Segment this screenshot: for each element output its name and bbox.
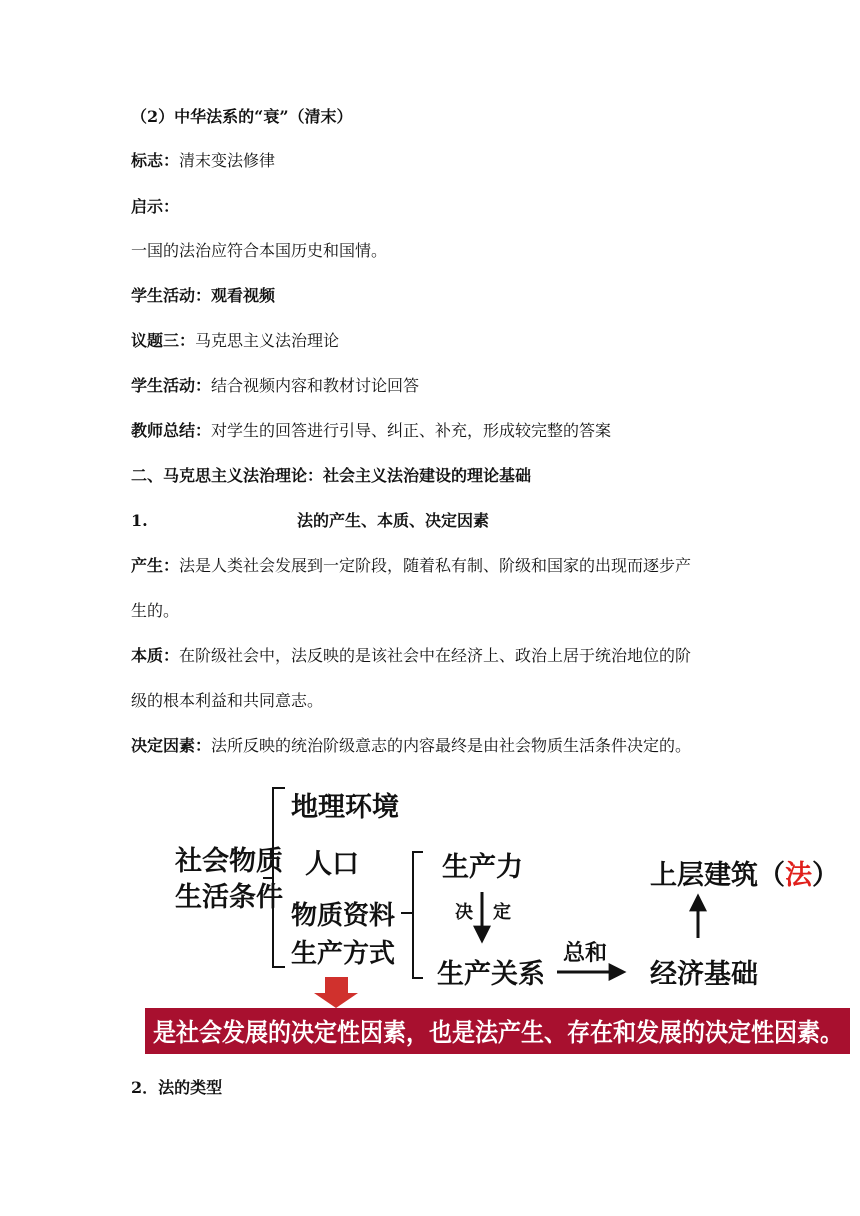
- activity2-text: 结合视频内容和教材讨论回答: [211, 376, 420, 395]
- essence-label: 本质：: [131, 646, 180, 665]
- insight-label: 启示：: [131, 197, 180, 216]
- essence-line1: [131, 646, 750, 666]
- diagram-relations: 生产关系: [437, 959, 545, 990]
- origin-label: 产生：: [131, 556, 180, 575]
- teacher-line: [131, 421, 750, 441]
- teacher-text: 对学生的回答进行引导、纠正、补充，形成较完整的答案: [211, 421, 612, 440]
- topic3-text: 马克思主义法治理论: [195, 331, 340, 350]
- diagram-decide-2: 定: [493, 902, 511, 923]
- diagram-population: 人口: [305, 849, 359, 880]
- item1-number: 1.: [131, 511, 148, 530]
- section2-heading: 二、马克思主义法治理论：社会主义法治建设的理论基础: [131, 466, 532, 485]
- topic3-label: 议题三：: [131, 331, 196, 350]
- activity-watch-video: 学生活动：观看视频: [131, 286, 276, 305]
- item1-heading: [131, 511, 750, 531]
- heading-decline: （2）中华法系的“衰”（清末）: [131, 107, 353, 126]
- sign-label: 标志：: [131, 151, 180, 170]
- activity2-label: 学生活动：: [131, 376, 212, 395]
- sign-line: [131, 151, 750, 171]
- diagram-superstructure: [650, 860, 839, 891]
- item2-heading: 2．法的类型: [131, 1078, 223, 1097]
- item1-title: 法的产生、本质、决定因素: [297, 511, 490, 530]
- diagram-geo: 地理环境: [291, 792, 399, 823]
- factor-line: [131, 736, 750, 756]
- diagram-productive-forces: 生产力: [442, 852, 523, 883]
- origin-text1: 法是人类社会发展到一定阶段，随着私有制、阶级和国家的出现而逐步产: [179, 556, 692, 575]
- origin-line2: 生的。: [131, 601, 180, 620]
- topic3-line: [131, 331, 750, 351]
- conclusion-banner-text: 是社会发展的决定性因素，也是法产生、存在和发展的决定性因素。: [153, 1018, 843, 1047]
- bracket-main: [263, 788, 285, 967]
- close-paren: ）: [812, 860, 839, 891]
- factor-label: 决定因素：: [131, 736, 212, 755]
- teacher-label: 教师总结：: [131, 421, 212, 440]
- diagram-mode-1: 物质资料: [291, 901, 396, 931]
- sign-text: 清末变法修律: [179, 151, 276, 170]
- bracket-mode: [401, 852, 423, 978]
- red-down-arrow: [314, 977, 358, 1008]
- diagram-left-label-1: 社会物质: [175, 846, 283, 877]
- diagram-economic-base: 经济基础: [650, 959, 758, 990]
- diagram-sum: 总和: [563, 941, 608, 966]
- diagram-decide-1: 决: [455, 902, 473, 923]
- diagram-mode-2: 生产方式: [291, 939, 396, 969]
- essence-line2: 级的根本利益和共同意志。: [131, 691, 324, 710]
- origin-line1: [131, 556, 750, 576]
- factor-text: 法所反映的统治阶级意志的内容最终是由社会物质生活条件决定的。: [211, 736, 692, 755]
- law-highlight: 法: [785, 860, 812, 891]
- diagram-left-label-2: 生活条件: [175, 882, 283, 913]
- insight-text: 一国的法治应符合本国历史和国情。: [131, 241, 388, 260]
- activity2-line: [131, 376, 750, 396]
- essence-text1: 在阶级社会中，法反映的是该社会中在经济上、政治上居于统治地位的阶: [179, 646, 692, 665]
- superstructure-label: 上层建筑（: [650, 860, 785, 891]
- material-conditions-diagram: [145, 780, 850, 1060]
